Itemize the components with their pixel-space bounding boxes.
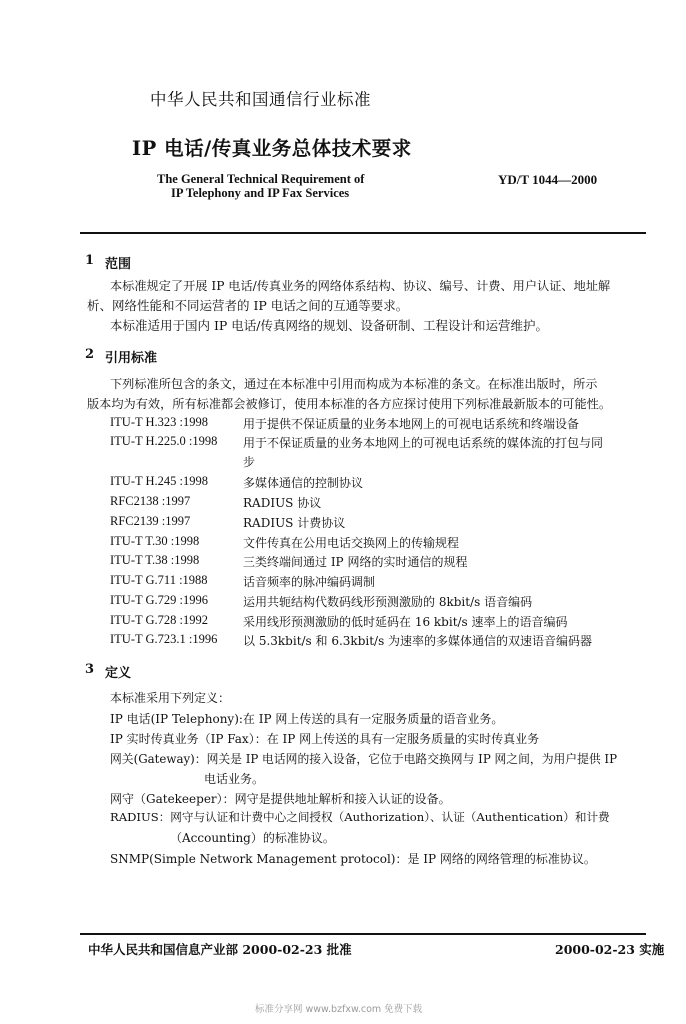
- section-1-number: 1: [85, 253, 95, 268]
- header-rule: [80, 232, 646, 234]
- section-2-intro-line1: 下列标准所包含的条文，通过在本标准中引用而构成为本标准的条文。在标准出版时，所示: [110, 377, 598, 391]
- reference-row: [0, 514, 686, 534]
- reference-code: ITU-T H.225.0 :1998: [110, 434, 218, 448]
- section-1-para1-line2: 析、网络性能和不同运营者的 IP 电话之间的互通等要求。: [87, 298, 409, 313]
- reference-code: ITU-T H.323 :1998: [110, 415, 209, 429]
- reference-code: ITU-T T.38 :1998: [110, 553, 200, 567]
- title-cn: IP 电话/传真业务总体技术要求: [132, 137, 412, 160]
- reference-code: RFC2138 :1997: [110, 494, 191, 508]
- reference-desc: 文件传真在公用电话交换网上的传输规程: [243, 536, 460, 550]
- reference-desc: 采用线形预测激励的低时延码在 16 kbit/s 速率上的语音编码: [243, 615, 568, 629]
- reference-desc: 用于不保证质量的业务本地网上的可视电话系统的媒体流的打包与同: [243, 436, 604, 450]
- section-1-para1-line1: 本标准规定了开展 IP 电话/传真业务的网络体系结构、协议、编号、计费、用户认证、地址解: [110, 279, 611, 293]
- reference-row: [0, 415, 686, 435]
- reference-code: RFC2139 :1997: [110, 514, 191, 528]
- reference-row: [0, 553, 686, 573]
- standard-code: YD/T 1044—2000: [498, 172, 598, 187]
- reference-desc: 多媒体通信的控制协议: [243, 476, 364, 490]
- definition-snmp: SNMP(Simple Network Management protocol)：是 IP 网络的网络管理的标准协议。: [110, 852, 596, 866]
- section-3-number: 3: [85, 662, 95, 677]
- reference-row: [0, 434, 686, 454]
- footer-rule: [80, 933, 646, 935]
- reference-desc: RADIUS 计费协议: [243, 516, 346, 530]
- definition-ip-telephony: IP 电话(IP Telephony):在 IP 网上传送的具有一定服务质量的语音业务。: [110, 712, 504, 726]
- reference-desc: 三类终端间通过 IP 网络的实时通信的规程: [243, 555, 468, 569]
- reference-code: ITU-T H.245 :1998: [110, 474, 209, 488]
- section-2-intro-line2: 版本均为有效，所有标准都会被修订，使用本标准的各方应探讨使用下列标准最新版本的可能性。: [87, 397, 612, 411]
- reference-row: [0, 632, 686, 652]
- definition-ip-fax: IP 实时传真业务（IP Fax）：在 IP 网上传送的具有一定服务质量的实时传真业务: [110, 732, 540, 746]
- reference-row: [0, 593, 686, 613]
- section-2-title: 引用标准: [105, 351, 158, 366]
- reference-row: [0, 494, 686, 514]
- footer-issuer: 中华人民共和国信息产业部 2000-02-23 批准: [88, 942, 352, 957]
- download-watermark: 标准分享网 www.bzfxw.com 免费下载: [255, 1004, 423, 1015]
- reference-desc: 用于提供不保证质量的业务本地网上的可视电话系统和终端设备: [243, 417, 580, 431]
- definition-radius-line2: （Accounting）的标准协议。: [170, 831, 335, 845]
- definition-gateway-line2: 电话业务。: [204, 772, 265, 786]
- reference-row: [0, 534, 686, 554]
- definition-radius-line1: RADIUS：网守与认证和计费中心之间授权（Authorization）、认证（Authentication）和计费: [110, 810, 610, 824]
- reference-desc: 步: [243, 455, 256, 469]
- reference-code: ITU-T T.30 :1998: [110, 534, 200, 548]
- section-1-para2: 本标准适用于国内 IP 电话/传真网络的规划、设备研制、工程设计和运营维护。: [110, 318, 549, 333]
- reference-desc: 运用共轭结构代数码线形预测激励的 8kbit/s 语音编码: [243, 595, 533, 609]
- section-1-title: 范围: [105, 257, 132, 272]
- reference-row: [0, 613, 686, 633]
- reference-row: [0, 573, 686, 593]
- definitions-intro: 本标准采用下列定义：: [110, 691, 231, 705]
- definition-gateway-line1: 网关(Gateway)：网关是 IP 电话网的接入设备，它位于电路交换网与 IP 网之间，为用户提供 IP: [110, 752, 618, 766]
- reference-row: [0, 474, 686, 494]
- reference-desc: 话音频率的脉冲编码调制: [243, 575, 376, 589]
- reference-code: ITU-T G.711 :1988: [110, 573, 208, 587]
- section-2-number: 2: [85, 347, 95, 362]
- reference-code: ITU-T G.729 :1996: [110, 593, 209, 607]
- title-en-line1: The General Technical Requirement of: [157, 172, 365, 186]
- reference-row: [0, 453, 686, 473]
- reference-desc: 以 5.3kbit/s 和 6.3kbit/s 为速率的多媒体通信的双速语音编码器: [243, 634, 593, 648]
- section-3-title: 定义: [105, 666, 132, 681]
- definition-gatekeeper: 网守（Gatekeeper）：网守是提供地址解析和接入认证的设备。: [110, 792, 451, 806]
- reference-code: ITU-T G.728 :1992: [110, 613, 209, 627]
- title-en-line2: IP Telephony and IP Fax Services: [171, 186, 350, 200]
- footer-implement-date: 2000-02-23 实施: [555, 942, 665, 957]
- reference-code: ITU-T G.723.1 :1996: [110, 632, 218, 646]
- industry-standard-heading: 中华人民共和国通信行业标准: [150, 90, 371, 109]
- reference-desc: RADIUS 协议: [243, 496, 322, 510]
